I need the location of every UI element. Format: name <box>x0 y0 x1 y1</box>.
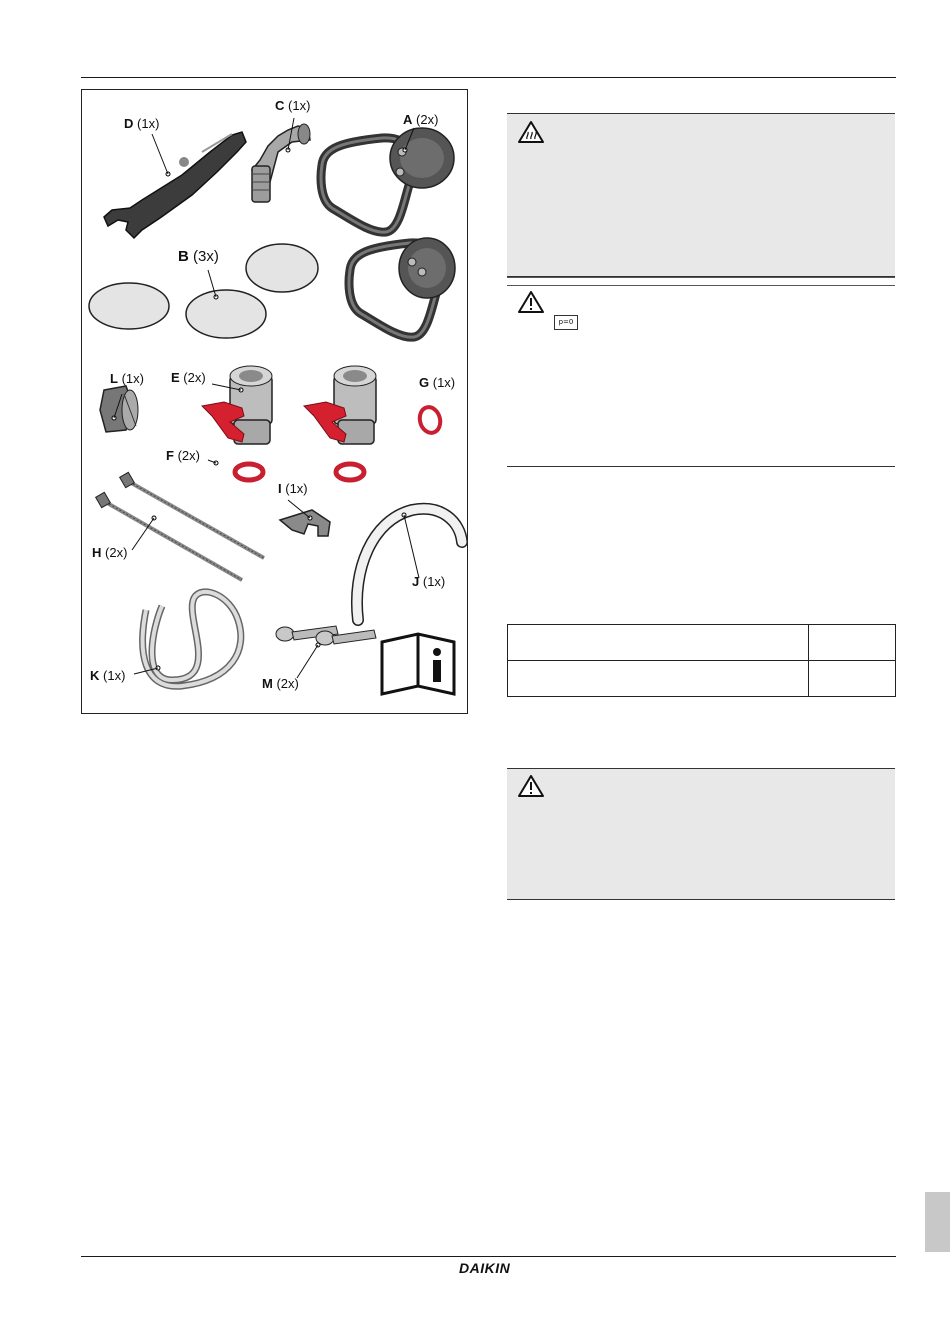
pressure-warning-notice <box>507 277 895 467</box>
handle-illustration-1 <box>321 128 454 232</box>
table-cell <box>508 625 809 661</box>
label-j: J (1x) <box>412 574 446 589</box>
label-h: H (2x) <box>92 545 128 560</box>
spanner-illustration <box>104 132 246 238</box>
screw-illustrations <box>276 626 376 647</box>
plug-illustration <box>100 386 138 432</box>
hot-surface-notice <box>507 113 895 277</box>
caution-icon <box>517 774 545 798</box>
label-c: C (1x) <box>275 98 311 113</box>
label-a: A (2x) <box>403 112 439 127</box>
label-m: M (2x) <box>262 676 299 691</box>
label-d: D (1x) <box>124 116 160 131</box>
label-f: F (2x) <box>166 448 200 463</box>
elbow-connector-illustration <box>252 124 310 202</box>
handle-illustration-2 <box>349 238 455 337</box>
hot-surface-icon <box>517 120 545 144</box>
footer-rule <box>81 1256 896 1257</box>
label-l: L (1x) <box>110 371 144 386</box>
label-i: I (1x) <box>278 481 308 496</box>
label-e: E (2x) <box>171 370 206 385</box>
label-g: G (1x) <box>419 375 456 390</box>
brand-logo: DAIKIN <box>459 1260 511 1276</box>
table-row <box>508 625 896 661</box>
table-row <box>508 661 896 697</box>
coiled-hose-illustration <box>143 592 241 686</box>
manual-info-icon <box>382 634 454 694</box>
table-cell <box>809 625 896 661</box>
cable-tie-illustrations <box>96 472 264 580</box>
table-cell <box>508 661 809 697</box>
valve-illustration-1 <box>202 366 272 444</box>
label-k: K (1x) <box>90 668 126 683</box>
pressure-zero-symbol: p=0 <box>554 315 578 330</box>
header-rule <box>81 77 896 78</box>
accessories-figure <box>81 89 468 714</box>
bent-hose-illustration <box>357 509 462 620</box>
caution-notice <box>507 768 895 900</box>
warning-icon <box>517 290 545 314</box>
label-b: B (3x) <box>178 248 219 265</box>
chapter-side-tab <box>925 1192 950 1252</box>
table-cell <box>809 661 896 697</box>
valve-illustration-2 <box>304 366 376 444</box>
info-table <box>507 624 896 697</box>
